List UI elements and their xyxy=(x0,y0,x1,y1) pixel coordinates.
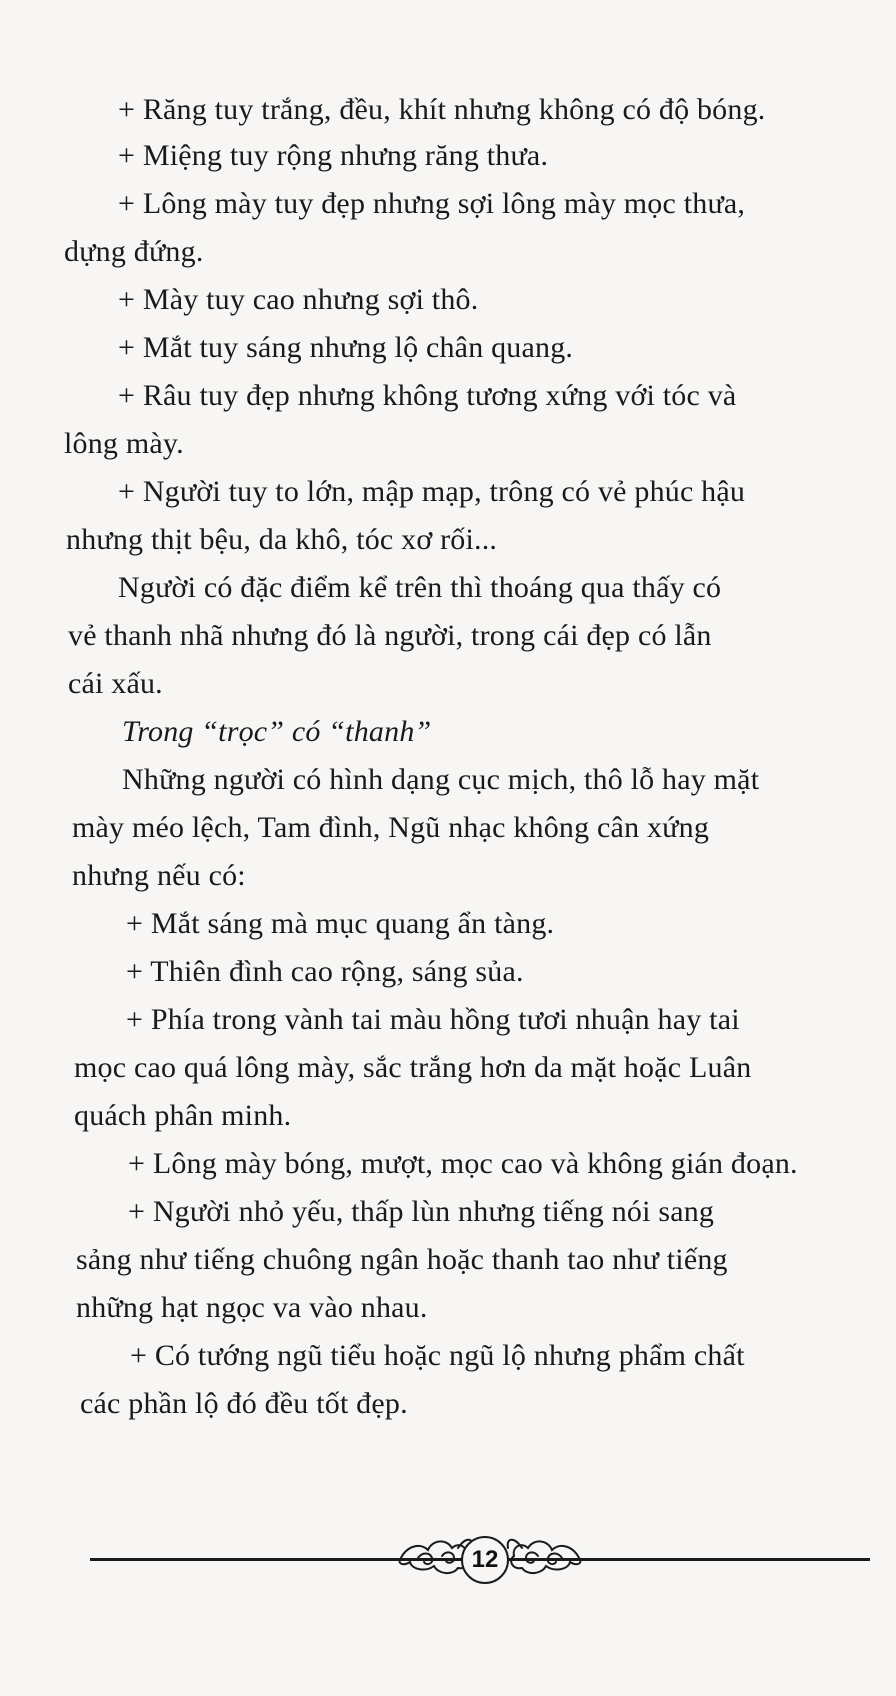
text-line: mọc cao quá lông mày, sắc trắng hơn da mặt hoặc Luân xyxy=(74,1051,752,1084)
text-line: + Phía trong vành tai màu hồng tươi nhuận hay tai xyxy=(126,1003,740,1036)
text-line: + Lông mày tuy đẹp nhưng sợi lông mày mọc thưa, xyxy=(118,187,746,220)
page-number: 12 xyxy=(461,1536,509,1584)
text-line: những hạt ngọc va vào nhau. xyxy=(76,1291,428,1324)
text-line: quách phân minh. xyxy=(74,1099,292,1132)
text-line: + Người tuy to lớn, mập mạp, trông có vẻ phúc hậu xyxy=(118,475,746,508)
text-line: + Miệng tuy rộng nhưng răng thưa. xyxy=(118,139,549,172)
text-line: + Râu tuy đẹp nhưng không tương xứng với tóc và xyxy=(118,379,737,412)
section-heading: Trong “trọc” có “thanh” xyxy=(122,715,432,748)
text-line: lông mày. xyxy=(64,427,184,460)
text-line: vẻ thanh nhã nhưng đó là người, trong cái đẹp có lẫn xyxy=(68,619,712,652)
text-line: + Mắt tuy sáng nhưng lộ chân quang. xyxy=(118,331,574,364)
text-line: + Thiên đình cao rộng, sáng sủa. xyxy=(126,955,524,988)
text-line: + Mắt sáng mà mục quang ẩn tàng. xyxy=(126,907,555,940)
text-line: các phần lộ đó đều tốt đẹp. xyxy=(80,1387,408,1420)
text-line: + Răng tuy trắng, đều, khít nhưng không có độ bóng. xyxy=(118,93,766,126)
text-line: nhưng nếu có: xyxy=(72,859,246,892)
text-line: Người có đặc điểm kể trên thì thoáng qua thấy có xyxy=(118,571,722,604)
text-line: cái xấu. xyxy=(68,667,163,700)
text-line: mày méo lệch, Tam đình, Ngũ nhạc không cân xứng xyxy=(72,811,710,844)
text-line: + Có tướng ngũ tiểu hoặc ngũ lộ nhưng phẩm chất xyxy=(130,1339,745,1372)
text-line: nhưng thịt bệu, da khô, tóc xơ rối... xyxy=(66,523,498,556)
text-line: + Mày tuy cao nhưng sợi thô. xyxy=(118,283,479,316)
text-line: Những người có hình dạng cục mịch, thô lỗ hay mặt xyxy=(122,763,760,796)
text-line: dựng đứng. xyxy=(64,235,204,268)
text-line: sảng như tiếng chuông ngân hoặc thanh tao như tiếng xyxy=(76,1243,728,1276)
text-line: + Lông mày bóng, mượt, mọc cao và không gián đoạn. xyxy=(128,1147,798,1180)
text-line: + Người nhỏ yếu, thấp lùn nhưng tiếng nói sang xyxy=(128,1195,715,1228)
